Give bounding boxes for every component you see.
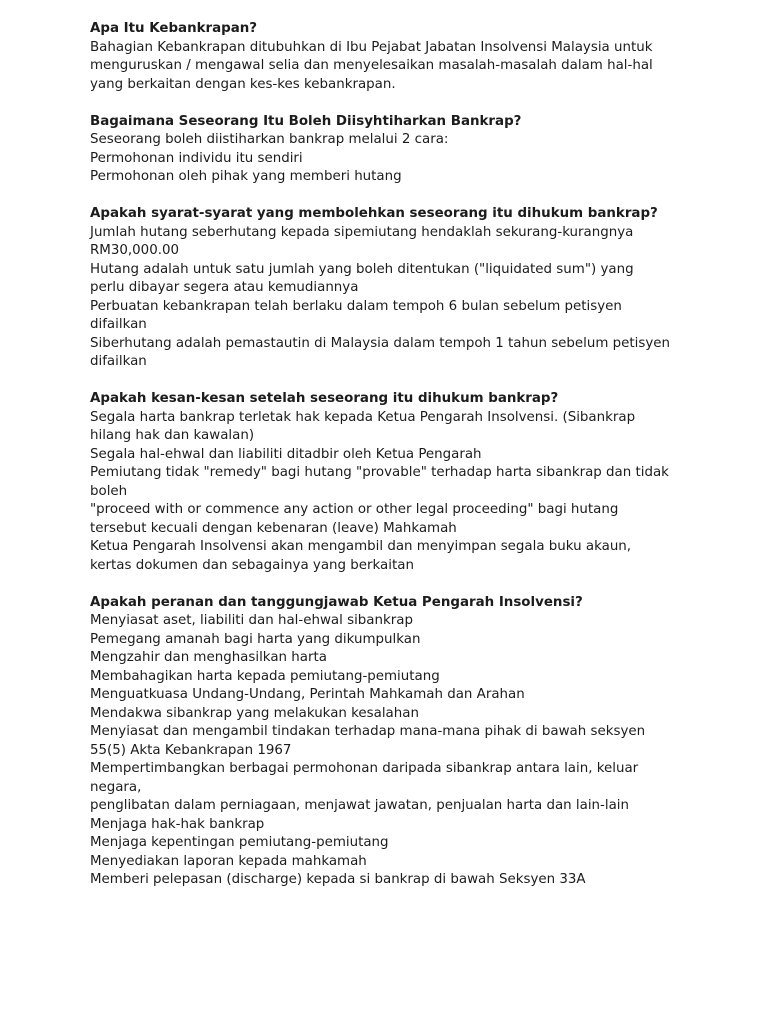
paragraph-line: Mengzahir dan menghasilkan harta (90, 650, 327, 665)
paragraph-line: Mendakwa sibankrap yang melakukan kesalahan (90, 705, 419, 721)
paragraph-line: Perbuatan kebankrapan telah berlaku dalam tempoh 6 bulan sebelum petisyen (90, 298, 622, 314)
paragraph-line: kertas dokumen dan sebagainya yang berkaitan (90, 557, 414, 573)
section-kesan-kesan (90, 390, 690, 575)
paragraph-line: Membahagikan harta kepada pemiutang-pemiutang (90, 668, 440, 684)
paragraph-line: Memberi pelepasan (discharge) kepada si bankrap di bawah Seksyen 33A (90, 872, 586, 887)
paragraph-line: perlu dibayar segera atau kemudiannya (90, 280, 359, 295)
section-bagaimana-diisytiharkan (90, 113, 690, 187)
paragraph-line: Siberhutang adalah pemastautin di Malaysia dalam tempoh 1 tahun sebelum petisyen (90, 335, 670, 351)
document-body (90, 20, 690, 908)
paragraph-line: Mempertimbangkan berbagai permohonan daripada sibankrap antara lain, keluar (90, 761, 639, 776)
paragraph-line: Menyiasat aset, liabiliti dan hal-ehwal sibankrap (90, 613, 413, 628)
paragraph-line: Menguatkuasa Undang-Undang, Perintah Mahkamah dan Arahan (90, 687, 525, 702)
paragraph-line: menguruskan / mengawal selia dan menyelesaikan masalah-masalah dalam hal-hal (90, 58, 653, 73)
section-peranan-tanggungjawab (90, 594, 690, 890)
section-heading: Apa Itu Kebankrapan? (90, 21, 258, 36)
section-heading: Bagaimana Seseorang Itu Boleh Diisyhtiharkan Bankrap? (90, 113, 522, 129)
paragraph-line: tersebut kecuali dengan kebenaran (leave) Mahkamah (90, 520, 457, 536)
paragraph-line: Menjaga kepentingan pemiutang-pemiutang (90, 835, 389, 850)
paragraph-line: RM30,000.00 (90, 243, 180, 258)
paragraph-line: Pemegang amanah bagi harta yang dikumpulkan (90, 631, 421, 647)
section-syarat-syarat (90, 205, 690, 372)
paragraph-line: Menyiasat dan mengambil tindakan terhadap mana-mana pihak di bawah seksyen (90, 724, 646, 739)
paragraph-line: Jumlah hutang seberhutang kepada sipemiutang hendaklah sekurang-kurangnya (90, 224, 634, 240)
paragraph-line: "proceed with or commence any action or other legal proceeding" bagi hutang (90, 502, 619, 517)
paragraph-line: Pemiutang tidak "remedy" bagi hutang "provable" terhadap harta sibankrap dan tidak (90, 465, 669, 480)
paragraph-line: 55(5) Akta Kebankrapan 1967 (90, 742, 292, 758)
paragraph-line: difailkan (90, 317, 147, 332)
paragraph-line: Segala hal-ehwal dan liabiliti ditadbir oleh Ketua Pengarah (90, 446, 482, 462)
paragraph-line: Ketua Pengarah Insolvensi akan mengambil dan menyimpan segala buku akaun, (90, 539, 632, 554)
paragraph-line: Segala harta bankrap terletak hak kepada Ketua Pengarah Insolvensi. (Sibankrap (90, 409, 636, 425)
paragraph-line: Hutang adalah untuk satu jumlah yang boleh ditentukan ("liquidated sum") yang (90, 261, 634, 277)
paragraph-line: boleh (90, 483, 128, 499)
paragraph-line: hilang hak dan kawalan) (90, 428, 255, 443)
paragraph-line: Menjaga hak-hak bankrap (90, 816, 265, 832)
section-heading: Apakah peranan dan tanggungjawab Ketua Pengarah Insolvensi? (90, 594, 583, 610)
section-heading: Apakah kesan-kesan setelah seseorang itu dihukum bankrap? (90, 391, 559, 406)
paragraph-line: yang berkaitan dengan kes-kes kebankrapan. (90, 76, 396, 92)
paragraph-line: Permohonan oleh pihak yang memberi hutang (90, 169, 402, 184)
paragraph-line: penglibatan dalam perniagaan, menjawat jawatan, penjualan harta dan lain-lain (90, 798, 629, 813)
paragraph-line: Permohonan individu itu sendiri (90, 150, 303, 166)
paragraph-line: Menyediakan laporan kepada mahkamah (90, 853, 367, 869)
section-heading: Apakah syarat-syarat yang membolehkan seseorang itu dihukum bankrap? (90, 206, 658, 221)
paragraph-line: negara, (90, 779, 142, 795)
paragraph-line: Bahagian Kebankrapan ditubuhkan di Ibu Pejabat Jabatan Insolvensi Malaysia untuk (90, 39, 653, 55)
section-apa-itu-kebankrapan (90, 20, 690, 94)
paragraph-line: Seseorang boleh diistiharkan bankrap melalui 2 cara: (90, 132, 449, 147)
paragraph-line: difailkan (90, 354, 147, 369)
